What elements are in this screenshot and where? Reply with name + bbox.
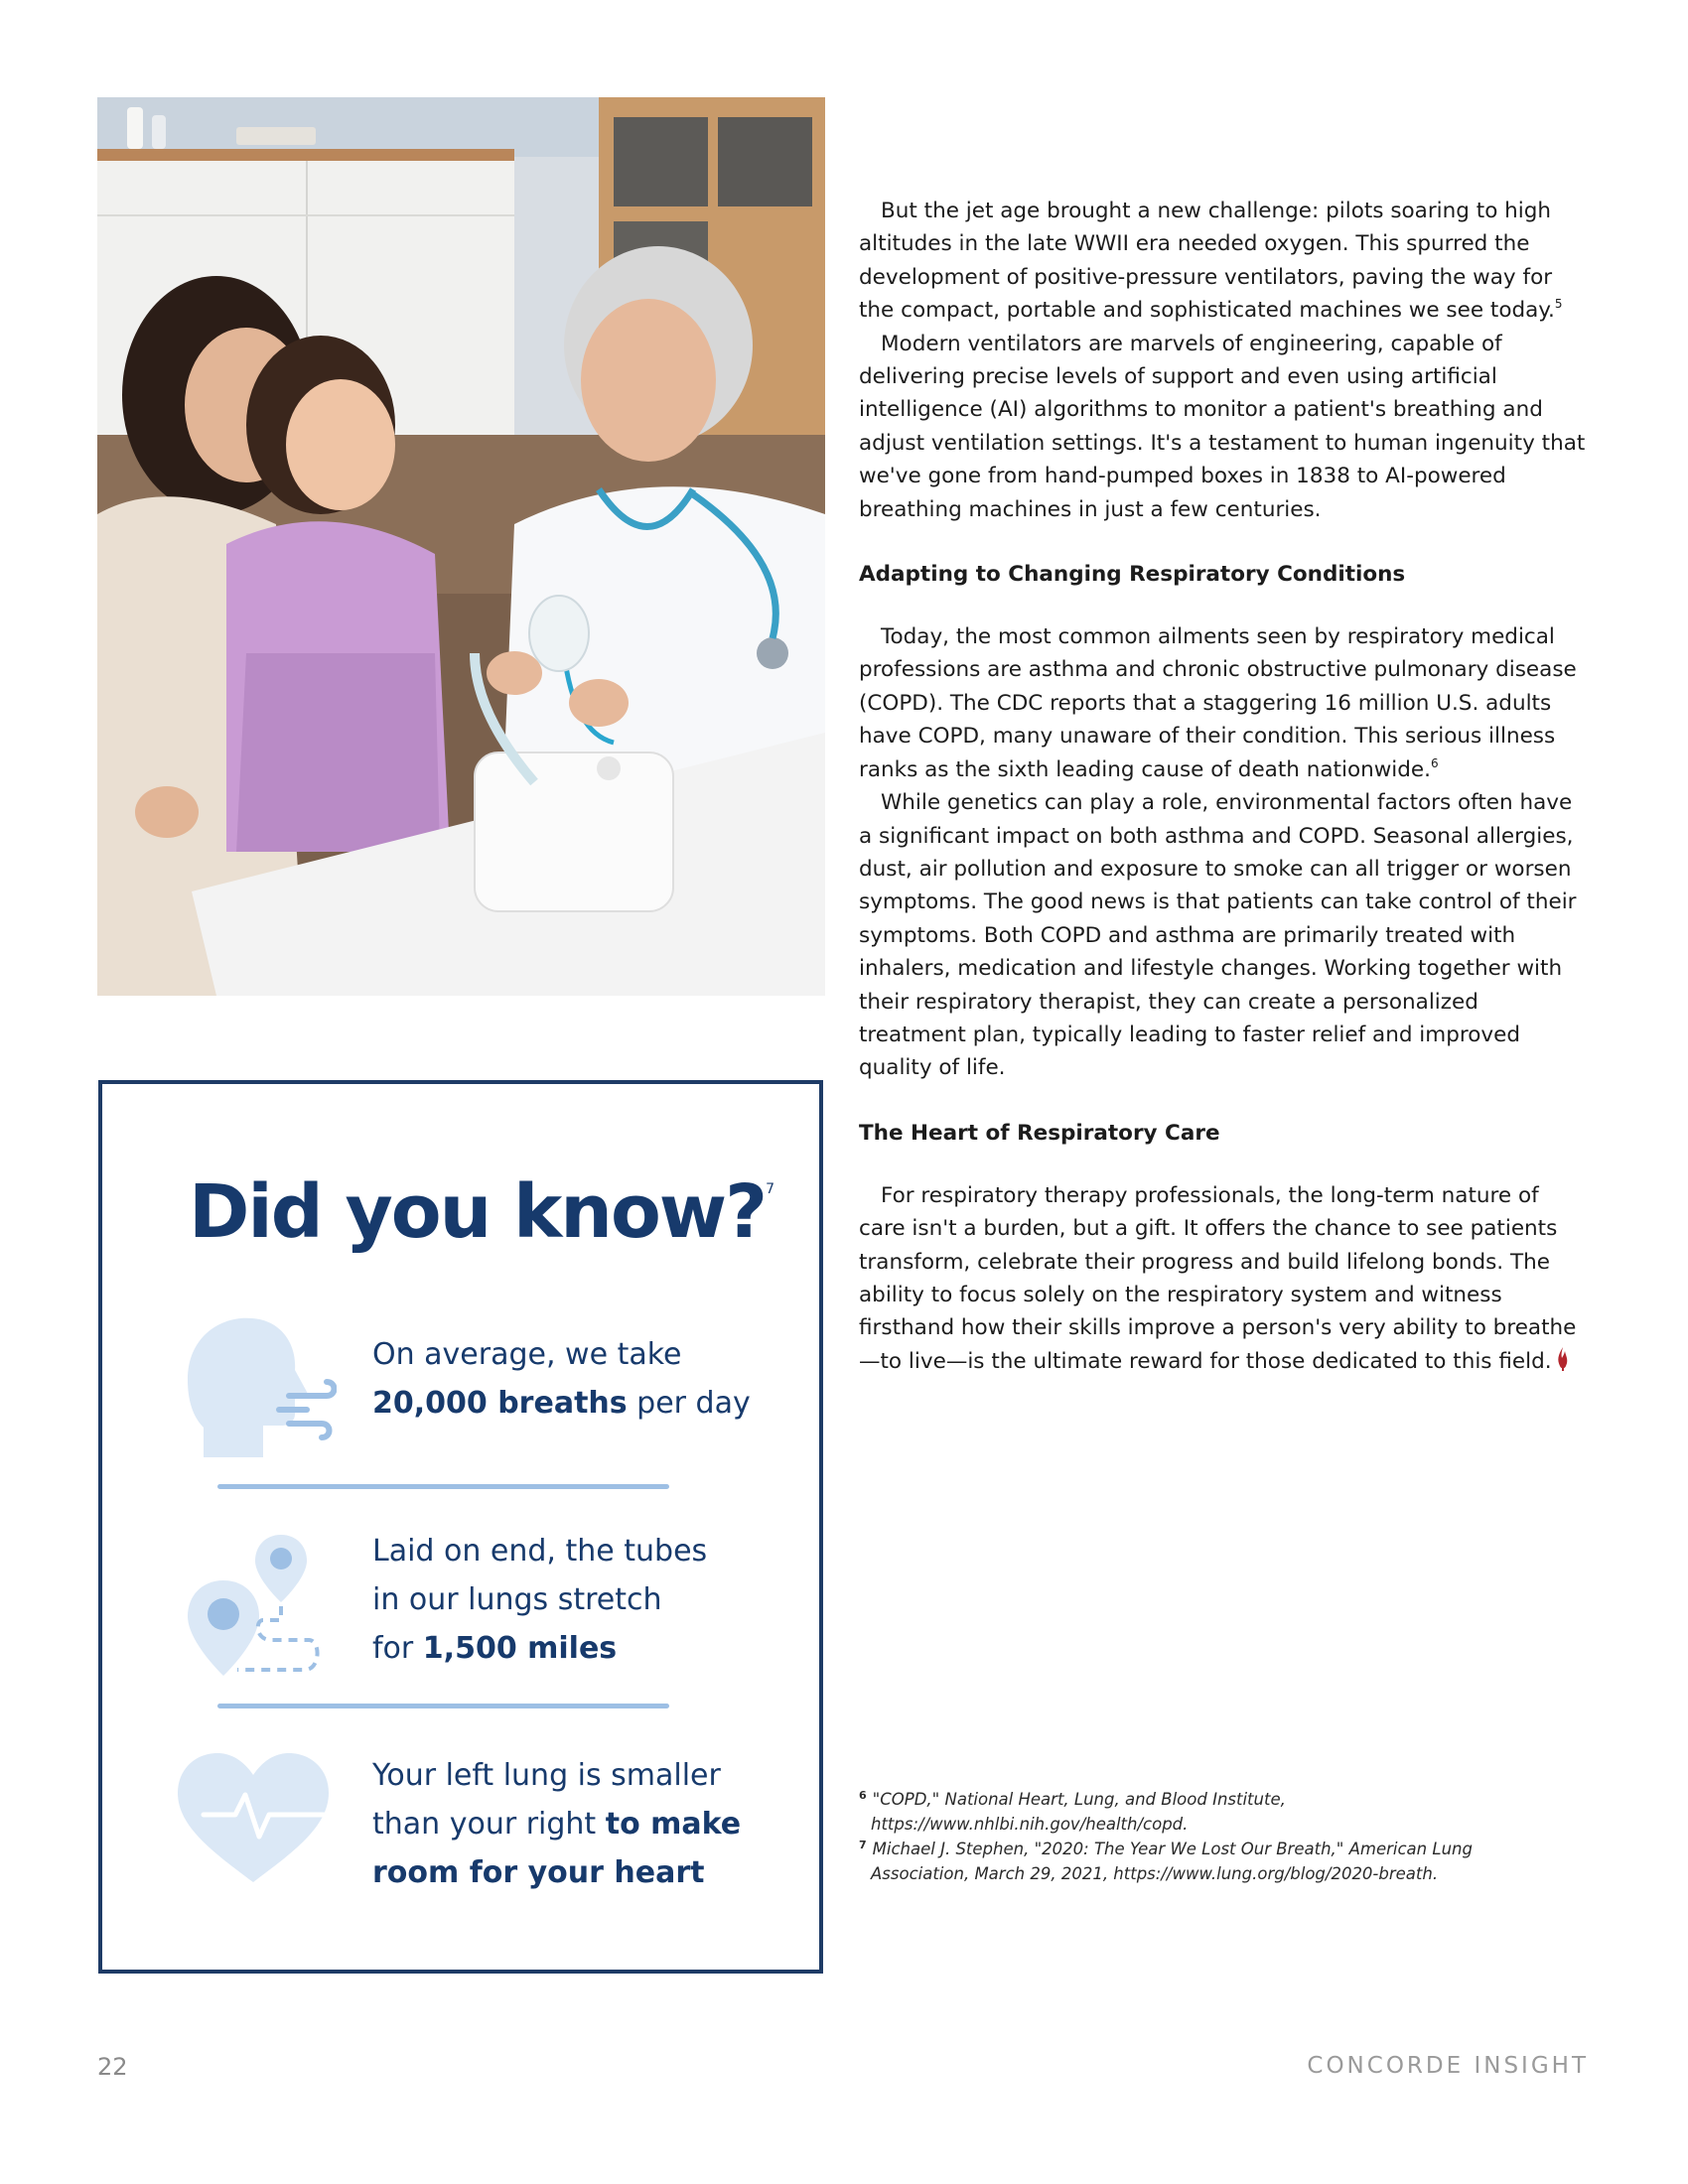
article-paragraph: While genetics can play a role, environmental factors often have a significant impact on both asthma and COPD. Seasonal allergies, dust, air pollution and exposure to smoke can all trigger or worsen symptoms. The good news is that patients can take control of their symptoms. Both COPD and asthma are primarily treated with inhalers, medication and lifestyle changes. Working together with their respiratory therapist, they can create a personalized treatment plan, typically leading to faster relief and improved quality of life. [859,790,1577,1081]
footnotes [859,1787,1554,1886]
footnote-continuation: Association, March 29, 2021, https://www.lung.org/blog/2020-breath. [871,1864,1439,1883]
did-you-know-box [98,1080,823,1974]
article-paragraph: Today, the most common ailments seen by respiratory medical professions are asthma and chronic obstructive pulmonary disease (COPD). The CDC reports that a staggering 16 million U.S. adults have COPD, many unaware of their condition. This serious illness ranks as the sixth leading cause of death nationwide.$^6$ [859,624,1577,782]
article-paragraph: For respiratory therapy professionals, the long-term nature of care isn't a burden, but a gift. It offers the chance to see patients transform, celebrate their progress and build lifelong bonds. The ability to focus solely on the respiratory system and witness firsthand how their skills improve a person's very ability to breathe—to live—is the ultimate reward for those dedicated to this field. [859,1182,1577,1374]
footnote: $^6$ "COPD," National Heart, Lung, and Blood Institute, [859,1789,1286,1809]
footnote: $^7$ Michael J. Stephen, "2020: The Year We Lost Our Breath," American Lung [859,1839,1473,1858]
article-paragraph: Modern ventilators are marvels of engineering, capable of delivering precise levels of support and even using artificial intelligence (AI) algorithms to monitor a patient's breathing and adjust ventilation settings. It's a testament to human ingenuity that we've gone from hand-pumped boxes in 1838 to AI-powered breathing machines in just a few centuries. [859,331,1586,522]
page-number: 22 [97,2053,128,2081]
flame-end-mark-icon [1556,1346,1570,1372]
article-photo [97,97,825,996]
head-breathing-icon [168,1310,337,1459]
fact-left-lung: Your left lung is smaller than your right to make room for your heart [372,1758,742,1890]
divider [217,1704,669,1708]
divider [217,1484,669,1489]
section-heading: The Heart of Respiratory Care [859,1120,1220,1146]
fact-breaths: On average, we take 20,000 breaths per day [372,1337,751,1421]
section-heading: Adapting to Changing Respiratory Conditions [859,562,1406,588]
publication-name: CONCORDE INSIGHT [1307,2053,1589,2079]
clinic-illustration [97,97,825,996]
heart-pulse-icon [174,1749,343,1888]
article-body [859,195,1589,1378]
footnote-continuation: https://www.nhlbi.nih.gov/health/copd. [871,1815,1189,1834]
fact-lung-tubes: Laid on end, the tubes in our lungs stretch for 1,500 miles [372,1534,708,1666]
map-route-icon [182,1531,331,1680]
did-you-know-title: Did you know?$^7$ [189,1169,774,1255]
article-paragraph: But the jet age brought a new challenge: pilots soaring to high altitudes in the late WWII era needed oxygen. This spurred the development of positive-pressure ventilators, paving the way for the compact, portable and sophisticated machines we see today.$^5$ [859,199,1563,324]
